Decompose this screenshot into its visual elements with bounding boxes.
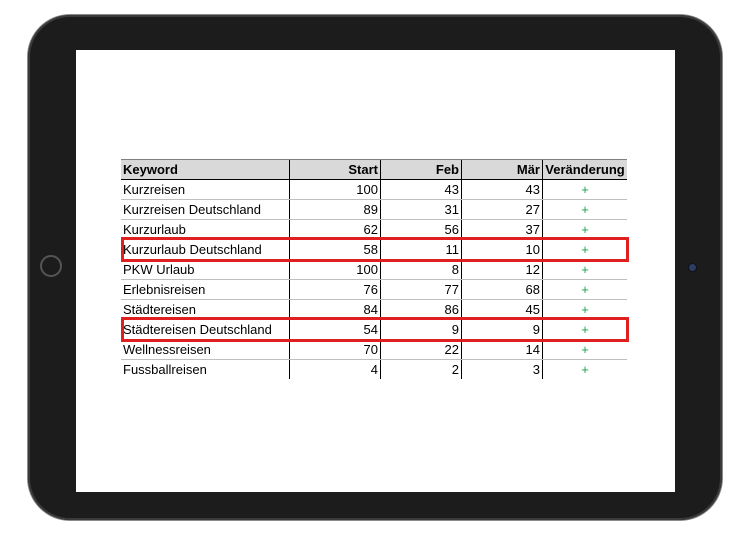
cell-change: + xyxy=(543,280,628,300)
table-header-row xyxy=(121,160,627,180)
table-row xyxy=(121,340,627,360)
cell-change: + xyxy=(543,220,628,240)
cell-change: + xyxy=(543,300,628,320)
cell-feb: 77 xyxy=(381,280,462,300)
cell-start: 70 xyxy=(290,340,381,360)
table-row xyxy=(121,200,627,220)
cell-mar: 14 xyxy=(462,340,543,360)
cell-mar: 45 xyxy=(462,300,543,320)
cell-start: 62 xyxy=(290,220,381,240)
cell-feb: 11 xyxy=(381,240,462,260)
cell-feb: 86 xyxy=(381,300,462,320)
header-change: Veränderung xyxy=(543,160,628,180)
cell-feb: 22 xyxy=(381,340,462,360)
table-row xyxy=(121,180,627,200)
cell-mar: 3 xyxy=(462,360,543,380)
cell-change: + xyxy=(543,360,628,380)
cell-keyword: Kurzreisen Deutschland xyxy=(121,200,290,220)
header-mar: Mär xyxy=(462,160,543,180)
cell-mar: 10 xyxy=(462,240,543,260)
highlight-box-staedtereisen-deutschland xyxy=(121,317,629,342)
cell-change: + xyxy=(543,200,628,220)
cell-keyword: Wellnessreisen xyxy=(121,340,290,360)
cell-feb: 43 xyxy=(381,180,462,200)
cell-feb: 9 xyxy=(381,320,462,340)
cell-change: + xyxy=(543,240,628,260)
keyword-table xyxy=(121,159,627,379)
cell-start: 89 xyxy=(290,200,381,220)
cell-mar: 27 xyxy=(462,200,543,220)
header-keyword: Keyword xyxy=(121,160,290,180)
cell-mar: 43 xyxy=(462,180,543,200)
cell-start: 84 xyxy=(290,300,381,320)
cell-change: + xyxy=(543,260,628,280)
cell-start: 58 xyxy=(290,240,381,260)
camera-icon xyxy=(689,264,696,271)
cell-mar: 68 xyxy=(462,280,543,300)
cell-change: + xyxy=(543,340,628,360)
cell-mar: 37 xyxy=(462,220,543,240)
cell-mar: 9 xyxy=(462,320,543,340)
highlight-box-kurzurlaub-deutschland xyxy=(121,237,629,262)
cell-change: + xyxy=(543,320,628,340)
cell-keyword: Städtereisen Deutschland xyxy=(121,320,290,340)
cell-keyword: Fussballreisen xyxy=(123,362,207,377)
cell-keyword: PKW Urlaub xyxy=(121,260,290,280)
table-row xyxy=(121,260,627,280)
cell-start: 76 xyxy=(290,280,381,300)
cell-keyword: Kurzurlaub xyxy=(121,220,290,240)
cell-start: 100 xyxy=(290,260,381,280)
cell-start: 4 xyxy=(290,360,381,380)
table-row xyxy=(121,280,627,300)
cell-keyword: Kurzreisen xyxy=(121,180,290,200)
cell-mar: 12 xyxy=(462,260,543,280)
cell-feb: 56 xyxy=(381,220,462,240)
cell-change: + xyxy=(543,180,628,200)
table-row xyxy=(121,360,627,380)
home-button[interactable] xyxy=(40,255,62,277)
cell-feb: 2 xyxy=(381,360,462,380)
cell-keyword: Städtereisen xyxy=(121,300,290,320)
cell-feb: 8 xyxy=(381,260,462,280)
cell-keyword: Kurzurlaub Deutschland xyxy=(121,240,290,260)
header-start: Start xyxy=(290,160,381,180)
cell-start: 54 xyxy=(290,320,381,340)
cell-feb: 31 xyxy=(381,200,462,220)
header-feb: Feb xyxy=(381,160,462,180)
cell-start: 100 xyxy=(290,180,381,200)
cell-keyword: Erlebnisreisen xyxy=(121,280,290,300)
